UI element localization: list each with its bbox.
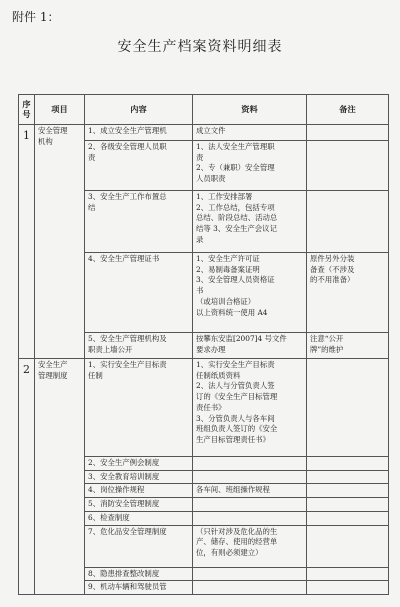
material-cell xyxy=(193,511,307,525)
content-cell: 4、岗位操作规程 xyxy=(85,484,193,498)
material-cell: 成立文件 xyxy=(193,125,307,141)
note-cell xyxy=(307,470,389,484)
table-row xyxy=(19,125,389,141)
column-header-material: 资料 xyxy=(193,95,307,125)
table-header-row xyxy=(19,95,389,125)
table-row xyxy=(19,359,389,457)
content-cell: 6、检查制度 xyxy=(85,511,193,525)
content-cell: 3、安全教育培训制度 xyxy=(85,470,193,484)
note-cell: 注意“公开 牌”的维护 xyxy=(307,333,389,359)
content-cell: 5、安全生产管理机构及 职责上墙公开 xyxy=(85,333,193,359)
content-cell: 9、机动车辆和驾驶员管 xyxy=(85,581,193,595)
column-header-number: 序 号 xyxy=(19,95,35,125)
attachment-label: 附件 1： xyxy=(12,10,60,24)
material-cell: （只针对涉及危化品的生 产、储存、使用的经营单 位，有则必须建立） xyxy=(193,525,307,567)
content-cell: 1、实行安全生产目标责 任制 xyxy=(85,359,193,457)
note-cell xyxy=(307,457,389,471)
note-cell xyxy=(307,191,389,253)
note-cell xyxy=(307,141,389,191)
material-cell: 1、工作安排部署 2、工作总结，包括专项 总结、阶段总结、活动总 结等 3、安全生产会议记 录 xyxy=(193,191,307,253)
note-cell xyxy=(307,567,389,581)
content-cell: 2、各级安全管理人员职 责 xyxy=(85,141,193,191)
note-cell xyxy=(307,511,389,525)
section-item: 安全管理 机构 xyxy=(35,125,85,359)
material-cell: 1、实行安全生产目标责 任制纸质资料 2、法人与分管负责人签 订的《安全生产目标管理 责任书》 3、分管负责人与各车间 班组负责人签订的《安全 生产目标管理责任书》 xyxy=(193,359,307,457)
note-cell xyxy=(307,498,389,512)
material-cell xyxy=(193,470,307,484)
material-cell: 各车间、班组操作规程 xyxy=(193,484,307,498)
document-title: 安全生产档案资料明细表 xyxy=(117,39,283,55)
material-cell xyxy=(193,567,307,581)
content-cell: 3、安全生产工作布置总 结 xyxy=(85,191,193,253)
section-item: 安全生产 管理制度 xyxy=(35,359,85,595)
note-cell xyxy=(307,525,389,567)
material-cell xyxy=(193,457,307,471)
column-header-content: 内容 xyxy=(85,95,193,125)
archive-table xyxy=(18,94,389,595)
content-cell: 7、危化品安全管理制度 xyxy=(85,525,193,567)
note-cell: 原件另外分装 备查（不涉及 的不用准备） xyxy=(307,253,389,333)
note-cell xyxy=(307,484,389,498)
content-cell: 2、安全生产例会制度 xyxy=(85,457,193,471)
section-number: 2 xyxy=(19,359,35,595)
note-cell xyxy=(307,581,389,595)
column-header-item: 项目 xyxy=(35,95,85,125)
content-cell: 1、成立安全生产管理机 xyxy=(85,125,193,141)
material-cell: 1、法人安全生产管理职 责 2、专（兼职）安全管理 人员职责 xyxy=(193,141,307,191)
section-number: 1 xyxy=(19,125,35,359)
content-cell: 5、消防安全管理制度 xyxy=(85,498,193,512)
content-cell: 4、安全生产管理证书 xyxy=(85,253,193,333)
note-cell xyxy=(307,125,389,141)
material-cell: 按攀东安监[2007]4 号文件 要求办理 xyxy=(193,333,307,359)
column-header-note: 备注 xyxy=(307,95,389,125)
material-cell: 1、安全生产许可证 2、易制毒备案证明 3、安全管理人员资格证 书 （或培训合格证） 以上资料统一使用 A4 xyxy=(193,253,307,333)
content-cell: 8、隐患排查整改制度 xyxy=(85,567,193,581)
material-cell xyxy=(193,498,307,512)
note-cell xyxy=(307,359,389,457)
material-cell xyxy=(193,581,307,595)
